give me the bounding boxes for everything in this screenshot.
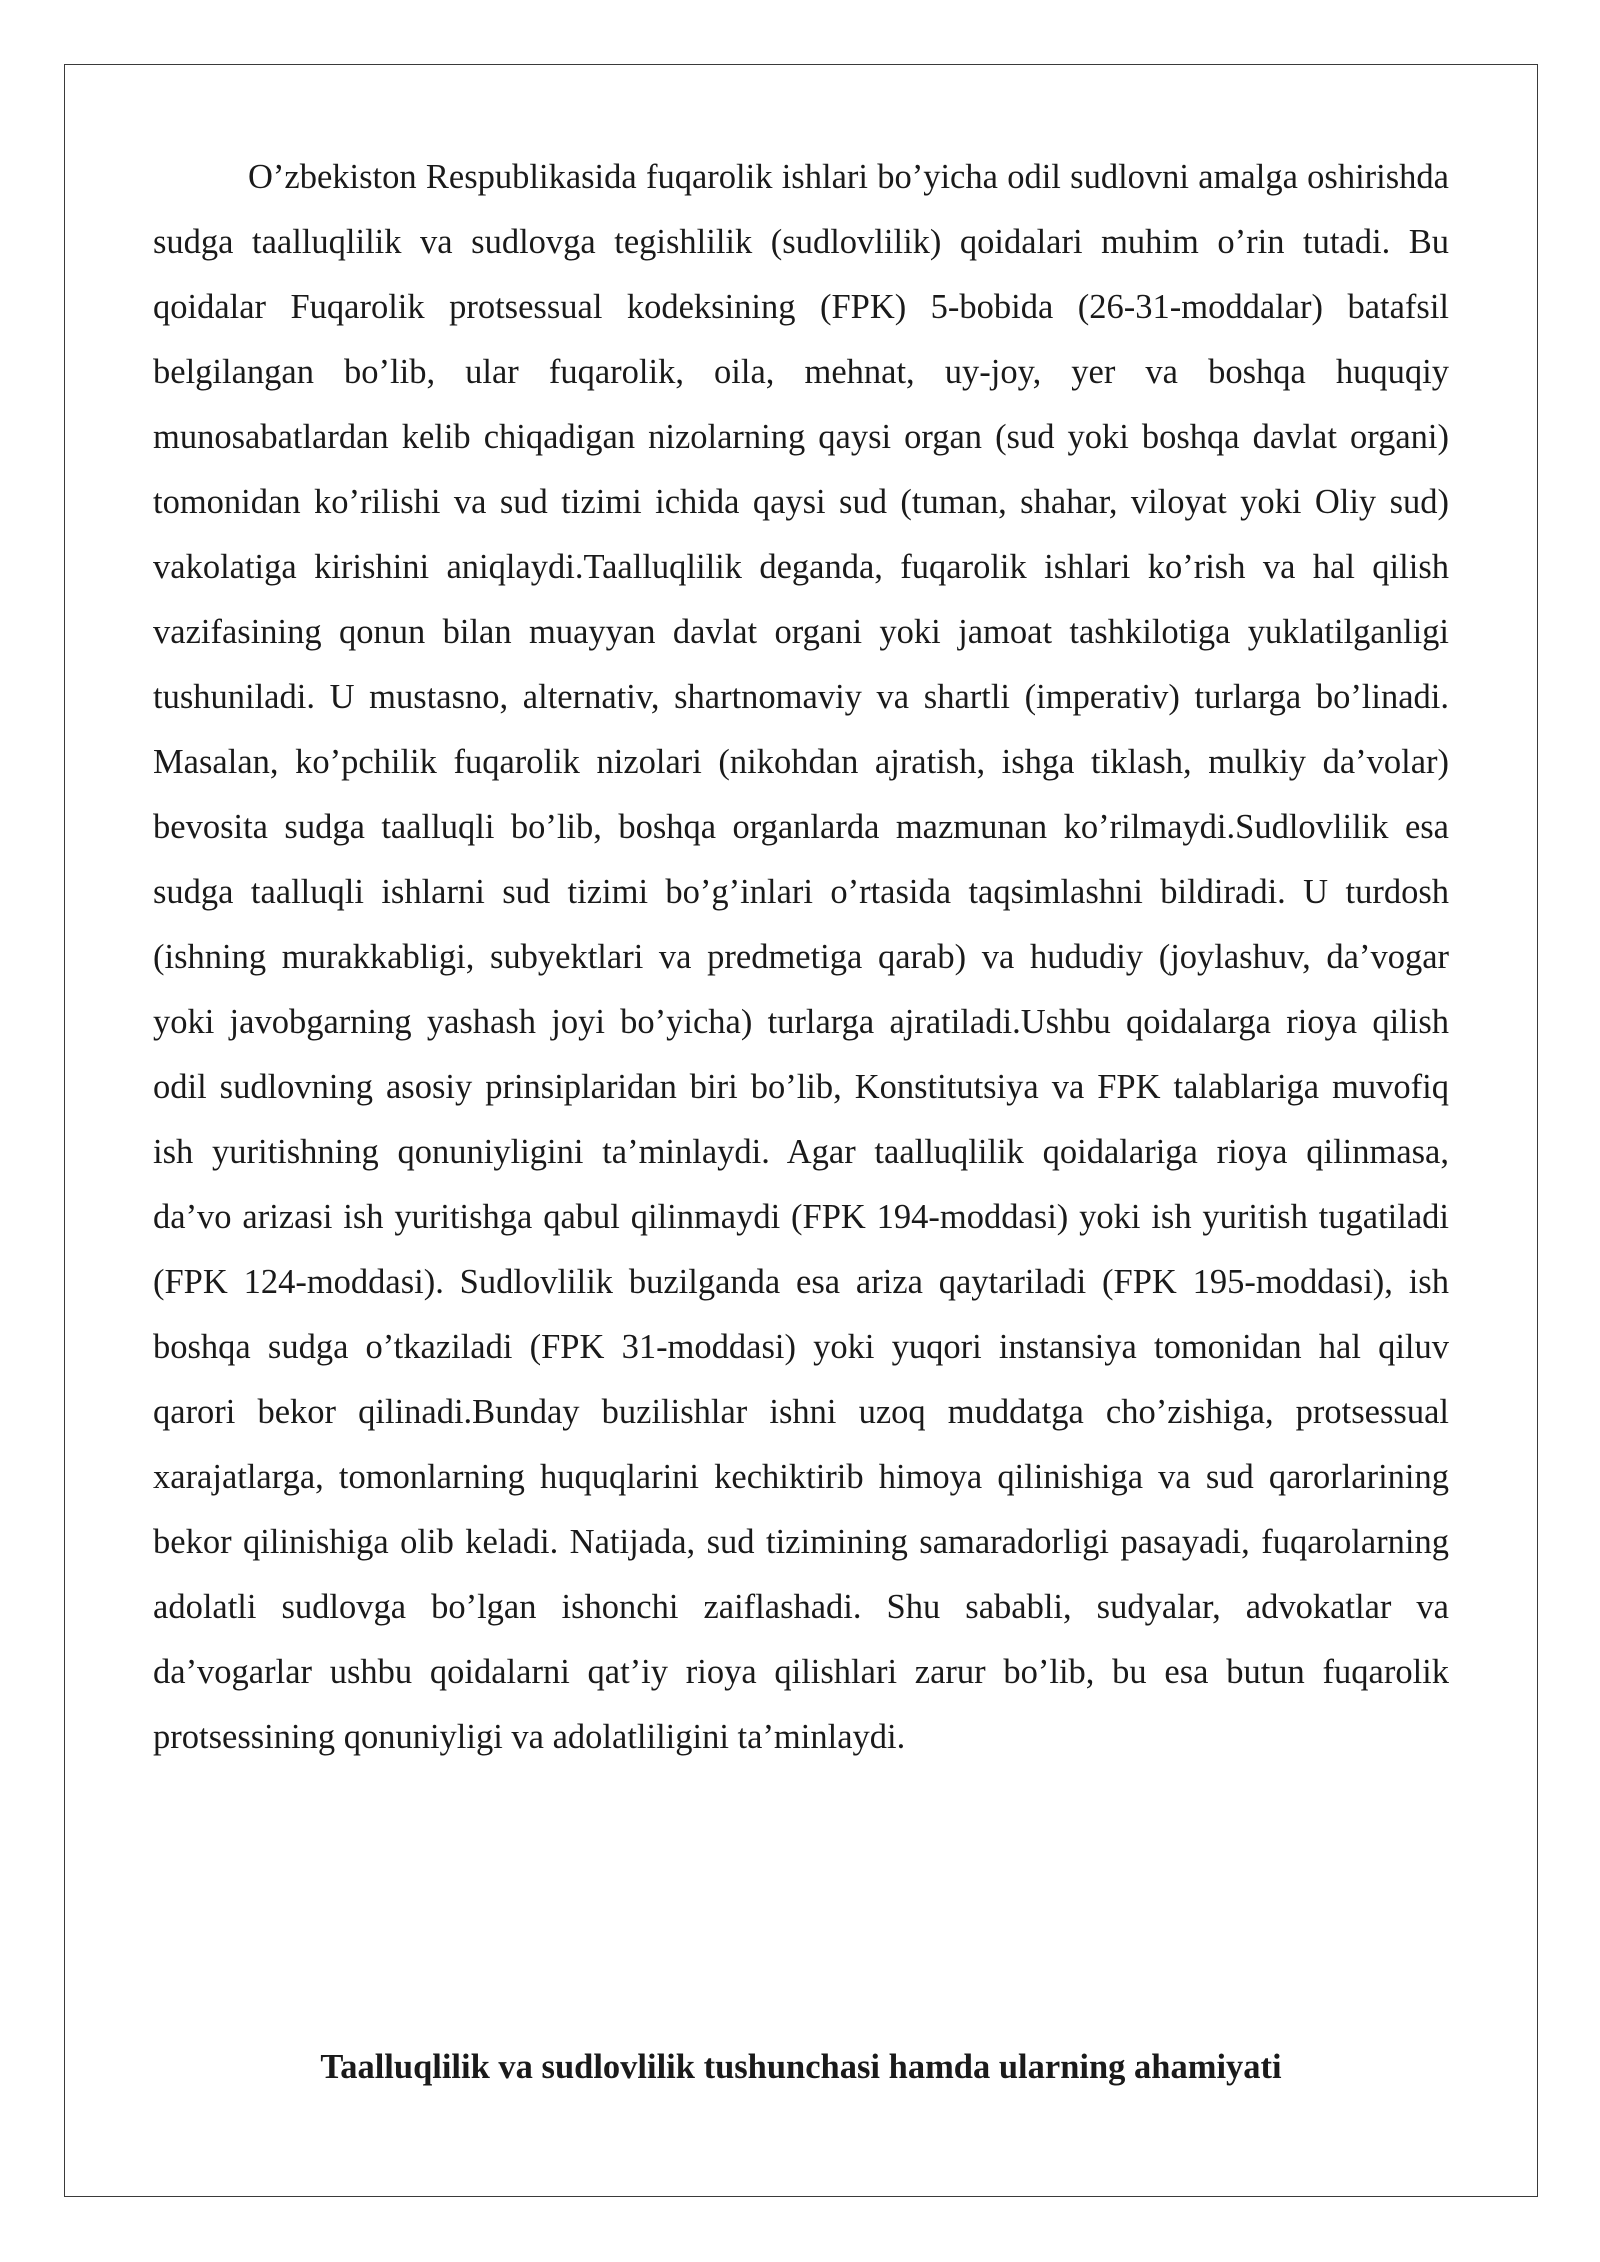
body-paragraph: O’zbekiston Respublikasida fuqarolik ishlari bo’yicha odil sudlovni amalga oshirishda sudga taalluqlilik va sudlovga tegishlilik (sudlovlilik) qoidalari muhim o’rin tutadi. Bu qoidalar Fuqarolik protsessual kodeksining (FPK) 5-bobida (26-31-moddalar) batafsil belgilangan bo’lib, ular fuqarolik, oila, mehnat, uy-joy, yer va boshqa huquqiy munosabatlardan kelib chiqadigan nizolarning qaysi organ (sud yoki boshqa davlat organi) tomonidan ko’rilishi va sud tizimi ichida qaysi sud (tuman, shahar, viloyat yoki Oliy sud) vakolatiga kirishini aniqlaydi.Taalluqlilik deganda, fuqarolik ishlari ko’rish va hal qilish vazifasining qonun bilan muayyan davlat organi yoki jamoat tashkilotiga yuklatilganligi tushuniladi. U mustasno, alternativ, shartnomaviy va shartli (imperativ) turlarga bo’linadi. Masalan, ko’pchilik fuqarolik nizolari (nikohdan ajratish, ishga tiklash, mulkiy da’volar) bevosita sudga taalluqli bo’lib, boshqa organlarda mazmunan ko’rilmaydi.Sudlovlilik esa sudga taalluqli ishlarni sud tizimi bo’g’inlari o’rtasida taqsimlashni bildiradi. U turdosh (ishning murakkabligi, subyektlari va predmetiga qarab) va hududiy (joylashuv, da’vogar yoki javobgarning yashash joyi bo’yicha) turlarga ajratiladi.Ushbu qoidalarga rioya qilish odil sudlovning asosiy prinsiplaridan biri bo’lib, Konstitutsiya va FPK talablariga muvofiq ish yuritishning qonuniyligini ta’minlaydi. Agar taalluqlilik qoidalariga rioya qilinmasa, da’vo arizasi ish yuritishga qabul qilinmaydi (FPK 194-moddasi) yoki ish yuritish tugatiladi (FPK 124-moddasi). Sudlovlilik buzilganda esa ariza qaytariladi (FPK 195-moddasi), ish boshqa sudga o’tkaziladi (FPK 31-moddasi) yoki yuqori instansiya tomonidan hal qiluv qarori bekor qilinadi.Bunday buzilishlar ishni uzoq muddatga cho’zishiga, protsessual xarajatlarga, tomonlarning huquqlarini kechiktirib himoya qilinishiga va sud qarorlarining bekor qilinishiga olib keladi. Natijada, sud tizimining samaradorligi pasayadi, fuqarolarning adolatli sudlovga bo’lgan ishonchi zaiflashadi. Shu sababli, sudyalar, advokatlar va da’vogarlar ushbu qoidalarni qat’iy rioya qilishlari zarur bo’lib, bu esa butun fuqarolik protsessining qonuniyligi va adolatliligini ta’minlaydi.: [153, 158, 1449, 1756]
document-body: [153, 145, 1449, 2086]
section-heading: Taalluqlilik va sudlovlilik tushunchasi hamda ularning ahamiyati: [320, 2048, 1282, 2086]
